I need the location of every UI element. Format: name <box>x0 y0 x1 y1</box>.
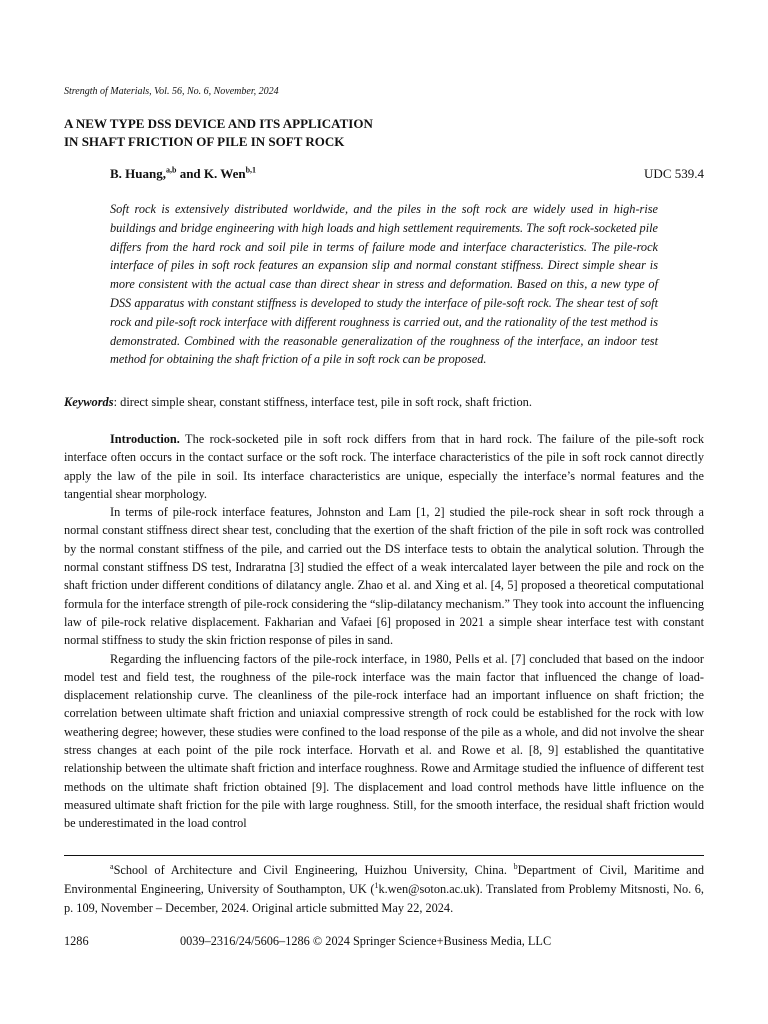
introduction-heading: Introduction. <box>110 432 180 446</box>
paper-page <box>64 0 704 1024</box>
author-email[interactable]: k.wen@soton.ac.uk <box>378 882 476 896</box>
title-line-1: A NEW TYPE DSS DEVICE AND ITS APPLICATION <box>64 116 373 131</box>
author-1-affiliation: a,b <box>166 165 177 175</box>
keywords <box>64 395 532 410</box>
paragraph-introduction <box>64 430 704 503</box>
udc-code: UDC 539.4 <box>644 166 704 181</box>
paragraph-2: In terms of pile-rock interface features, Johnston and Lam [1, 2] studied the pile-rock shear in soft rock through a normal constant stiffness direct shear test, concluding that the exertion of the shaft friction of the pile in soft rock was controlled by the normal constant stiffness of the pile, and carried out the DS interface tests to obtain the analytical solution. Through the normal constant stiffness DS test, Indraratna [3] studied the effect of a weak intercalated layer between the pile and rock on the shaft friction under different conditions of dilatancy angle. Zhao et al. and Xing et al. [4, 5] proposed a theoretical computational formula for the interface strength of pile-rock considering the “slip-dilatancy mechanism.” They took into account the influencing law of pile-rock relative displacement. Fakharian and Vafaei [6] proposed in 2021 a simple shear interface test with constant normal stiffness to study the skin friction response of piles in sand. <box>64 505 704 648</box>
footnote-sup-b: b <box>513 861 518 871</box>
journal-citation: Strength of Materials, Vol. 56, No. 6, November, 2024 <box>64 86 279 97</box>
keywords-text: : direct simple shear, constant stiffness, interface test, pile in soft rock, shaft friction. <box>113 395 532 409</box>
footnote-sup-1: 1 <box>374 880 379 890</box>
keywords-label: Keywords <box>64 395 114 409</box>
page-number: 1286 <box>64 934 89 948</box>
footnote-sup-a: a <box>110 861 114 871</box>
author-2: K. Wen <box>203 166 246 181</box>
author-1: B. Huang, <box>110 166 166 181</box>
author-conjunction: and <box>176 166 204 181</box>
title-line-2: IN SHAFT FRICTION OF PILE IN SOFT ROCK <box>64 134 345 149</box>
author-2-affiliation: b,1 <box>245 165 257 175</box>
affiliation-a: School of Architecture and Civil Engineering, Huizhou University, China. <box>113 863 514 877</box>
paragraph-3: Regarding the influencing factors of the pile-rock interface, in 1980, Pells et al. [7] concluded that based on the indoor model test and field test, the roughness of the pile-rock interface was the main factor that influenced the change of load-displacement relationship curve. The cleanliness of the pile-rock interface had an important influence on shaft friction; the correlation between ultimate shaft friction and uniaxial compressive strength of rock could be established for the rock with low weathering degree; however, these studies were confined to the load response of the pile as a whole, and did not involve the shear stress changes at each point of the pile rock interface. Horvath et al. and Rowe et al. [8, 9] established the quantitative relationship between the ultimate shaft friction and interface roughness. Rowe and Armitage studied the influence of different test methods on the ultimate shaft friction obtained [9]. The displacement and load control methods have little influence on the measured ultimate shaft friction for the pile with large roughness. Still, for the smooth interface, the residual shaft friction would be underestimated in the load control <box>64 651 704 831</box>
affiliation-b: Department of Civil, Maritime and Environmental Engineering, University of Southampton, UK ( <box>64 863 704 896</box>
footnote-translation-note: ). Translated from Problemy Mitsnosti, No. 6, p. 109, November – December, 2024. Original article submitted May 22, 2024. <box>64 882 704 915</box>
body-text <box>64 430 704 833</box>
paragraph-1-text: The rock-socketed pile in soft rock differs from that in hard rock. The failure of the pile-soft rock interface often occurs in the contact surface or the soft rock. The interface characteristics of the pile in soft rock cannot directly apply the law of the pile in soil. Its interface characteristics are unique, especially the interface’s normal features and the tangential shear morphology. <box>64 432 704 501</box>
footnote-divider <box>64 855 704 856</box>
paper-title <box>64 115 373 151</box>
abstract: Soft rock is extensively distributed worldwide, and the piles in the soft rock are widely used in high-rise buildings and bridge engineering with high loads and high settlement requirements. The soft rock-socketed pile differs from the hard rock and soil pile in terms of failure mode and interface characteristics. The pile-rock interface of piles in soft rock features an expansion slip and normal constant stiffness. Direct simple shear is more consistent with the actual case than direct shear in stress and deformation. Based on this, a new type of DSS apparatus with constant stiffness is developed to study the interface of pile-soft rock. The shear test of soft rock and pile-soft rock interface with different roughness is carried out, and the rationality of the test method is demonstrated. Combined with the reasonable generalization of the roughness of the interface, an indoor test method for obtaining the shaft friction of a pile in soft rock can be proposed. <box>110 202 658 367</box>
author-line <box>110 166 256 182</box>
footnote <box>64 861 704 918</box>
copyright-line: 0039–2316/24/5606–1286 © 2024 Springer Science+Business Media, LLC <box>180 934 552 948</box>
